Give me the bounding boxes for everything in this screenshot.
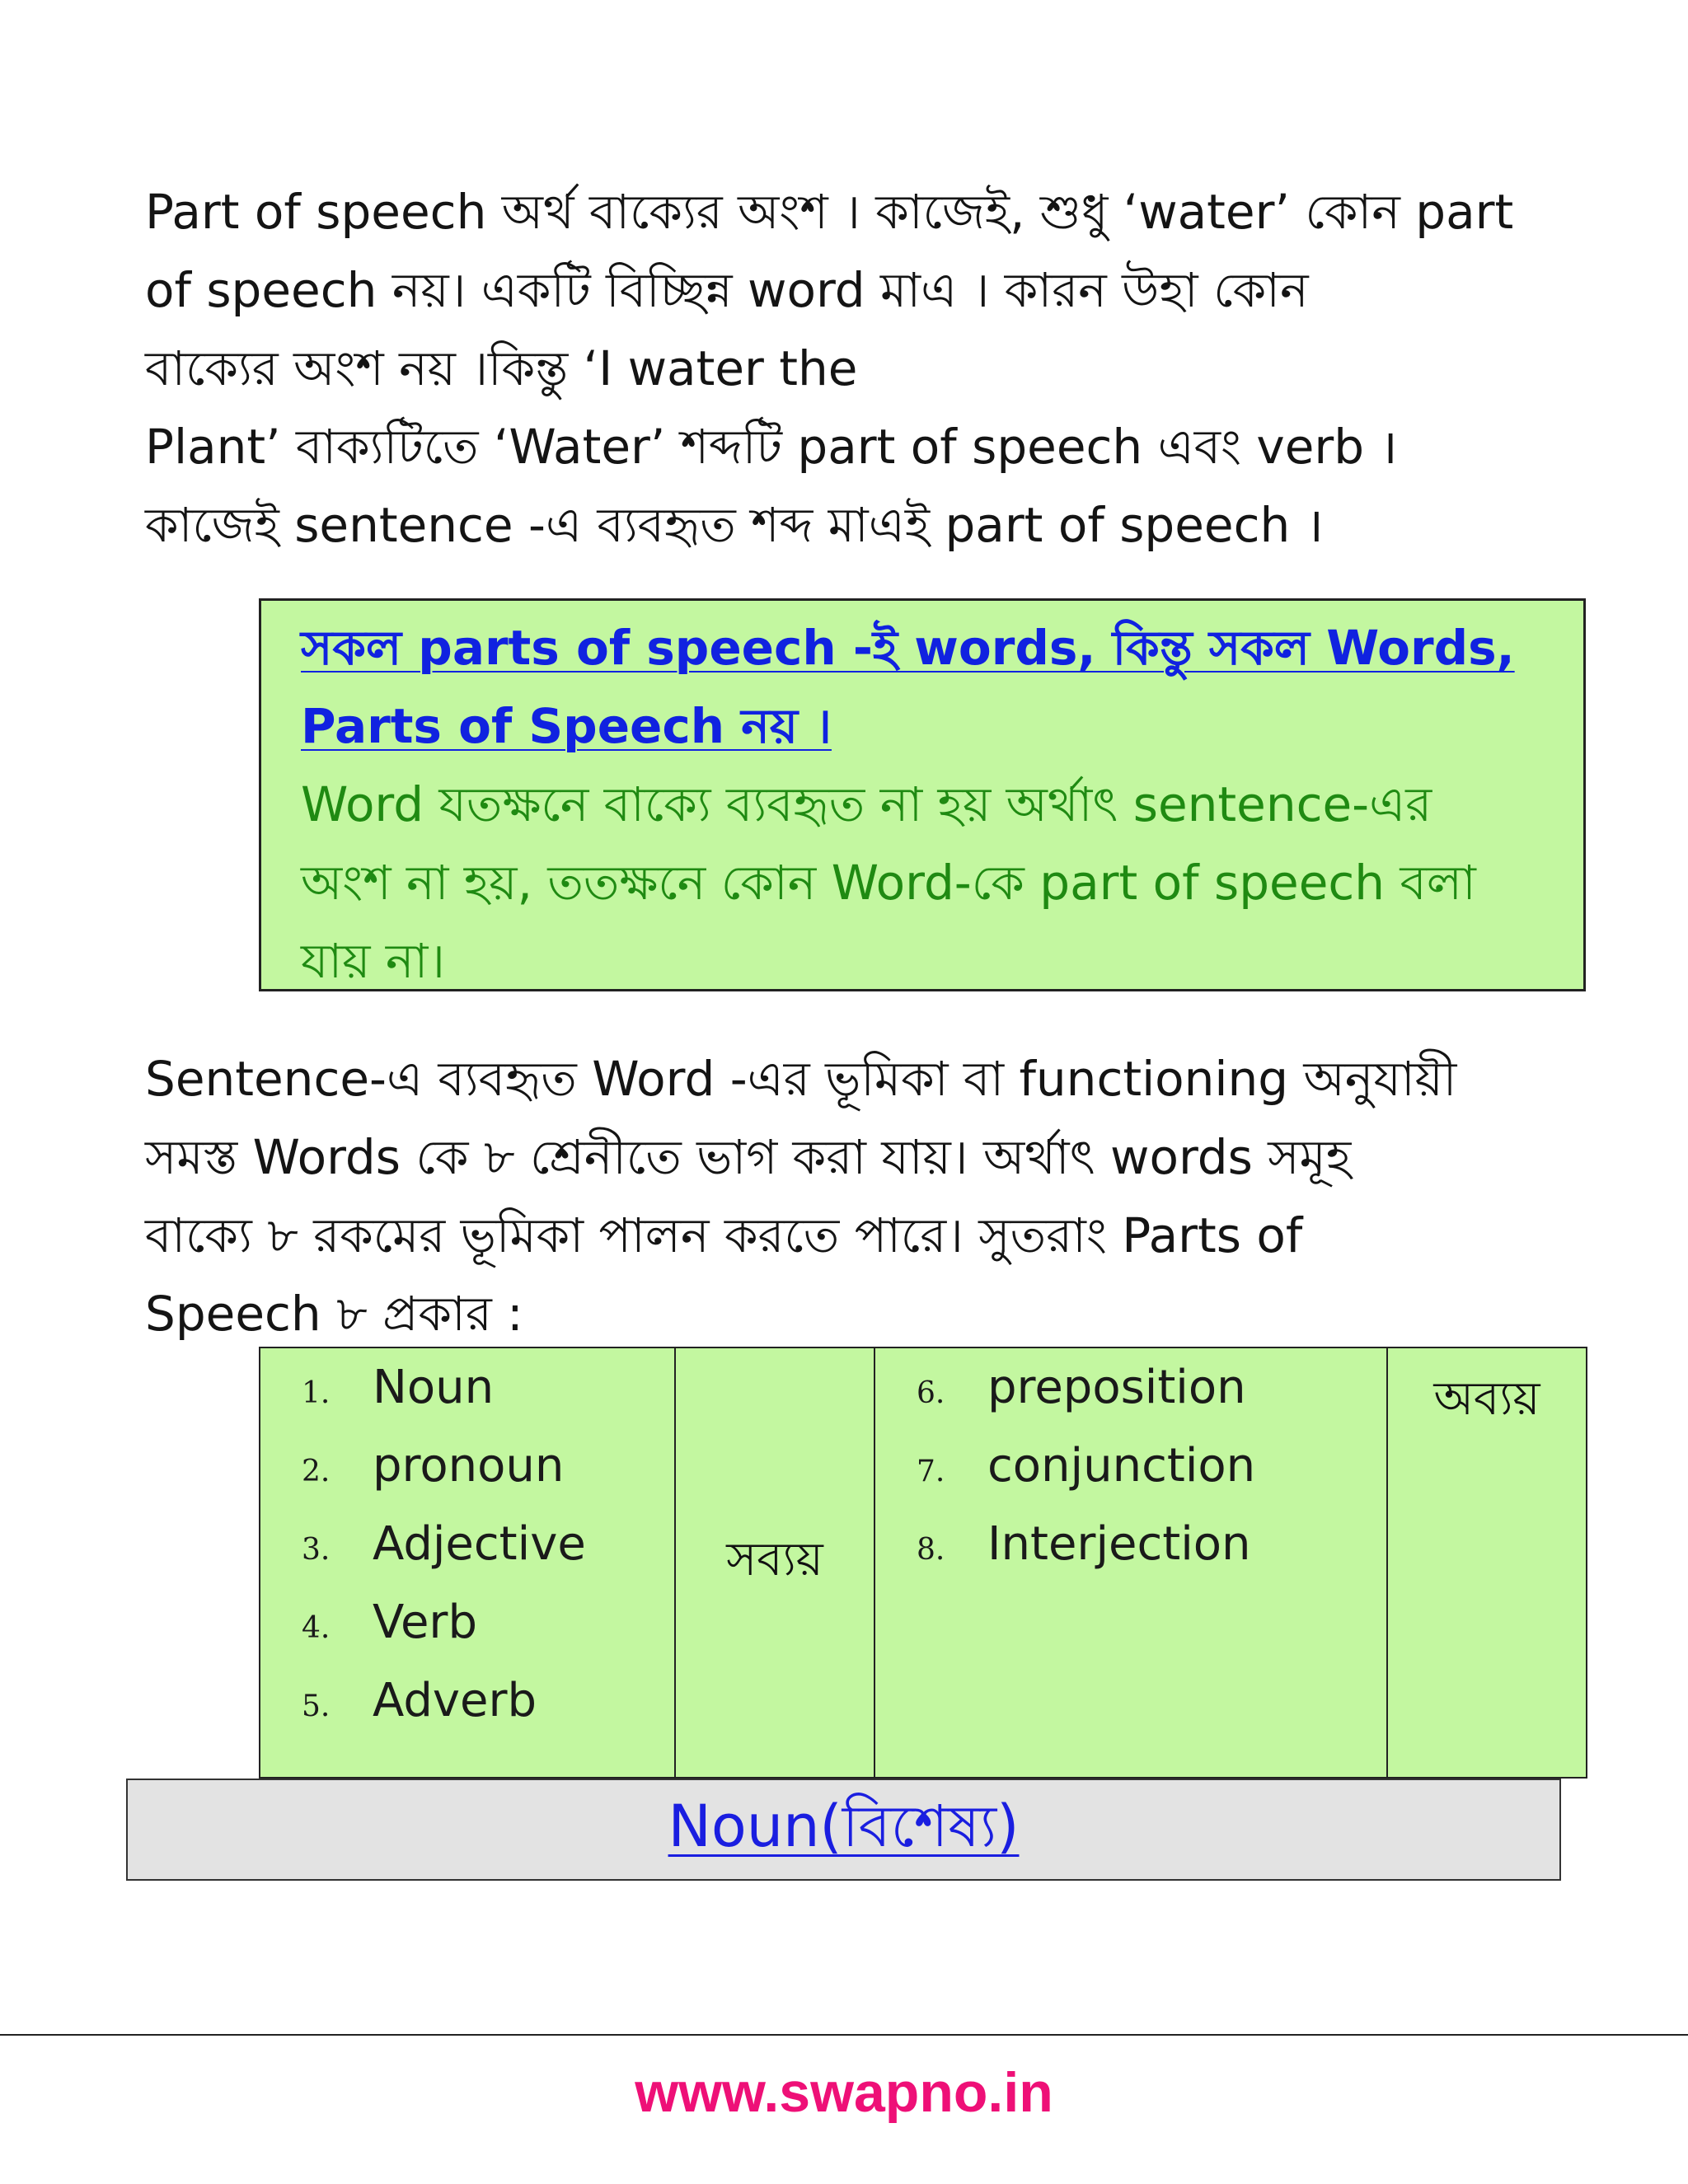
list-item: 8. Interjection (917, 1517, 1251, 1571)
note-box (259, 598, 1586, 991)
noun-heading-bar (126, 1779, 1561, 1881)
paragraph-line: Sentence-এ ব্যবহৃত Word -এর ভূমিকা বা functioning অনুযায়ী (145, 1051, 1457, 1107)
parts-of-speech-table (259, 1347, 1587, 1779)
intro-line: of speech নয়। একটি বিচ্ছিন্ন word মাএ । কারন উহা কোন (145, 262, 1309, 318)
note-link-line-1[interactable]: সকল parts of speech -ই words, কিন্তু সকল Words, (301, 620, 1515, 676)
intro-line: কাজেই sentence -এ ব্যবহৃত শব্দ মাএই part of speech । (145, 497, 1324, 553)
intro-line: Plant’ বাক্যটিতে ‘Water’ শব্দটি part of speech এবং verb । (145, 419, 1398, 475)
intro-paragraph (145, 173, 1579, 565)
footer-url[interactable]: www.swapno.in (635, 2061, 1053, 2124)
paragraph-line: বাক্যে ৮ রকমের ভূমিকা পালন করতে পারে। সুতরাং Parts of (145, 1207, 1303, 1263)
list-item: 2. pronoun (302, 1439, 565, 1493)
paragraph-line: Speech ৮ প্রকার : (145, 1286, 523, 1342)
list-item: 1. Noun (302, 1361, 495, 1414)
list-item: 3. Adjective (302, 1517, 586, 1571)
noun-heading-link[interactable]: Noun(বিশেষ্য) (668, 1792, 1020, 1860)
intro-line: Part of speech অর্থ বাক্যের অংশ । কাজেই, শুধু ‘water’ কোন part (145, 184, 1514, 240)
list-item: 7. conjunction (917, 1439, 1256, 1493)
paragraph-line: সমস্ত Words কে ৮ শ্রেনীতে ভাগ করা যায়। অর্থাৎ words সমূহ (145, 1129, 1352, 1185)
note-text-line: যায় না। (301, 933, 446, 989)
note-text-line: অংশ না হয়, ততক্ষনে কোন Word-কে part of speech বলা (301, 855, 1476, 911)
declinable-list-cell (260, 1347, 675, 1778)
declinable-group-label: সব্যয় (675, 1347, 874, 1778)
indeclinable-list (875, 1348, 1386, 1598)
declinable-list (260, 1348, 674, 1755)
note-link-line-2[interactable]: Parts of Speech নয় । (301, 698, 832, 754)
list-item: 6. preposition (917, 1361, 1246, 1414)
indeclinable-list-cell (874, 1347, 1387, 1778)
classification-paragraph (145, 1040, 1596, 1353)
note-text-line: Word যতক্ষনে বাক্যে ব্যবহৃত না হয় অর্থাৎ sentence-এর (301, 776, 1432, 832)
footer-divider (0, 2034, 1688, 2036)
indeclinable-group-label: অব্যয় (1387, 1347, 1587, 1778)
list-item: 4. Verb (302, 1596, 477, 1649)
list-item: 5. Adverb (302, 1674, 537, 1727)
intro-line: বাক্যের অংশ নয় ।কিন্তু ‘I water the (145, 340, 858, 396)
